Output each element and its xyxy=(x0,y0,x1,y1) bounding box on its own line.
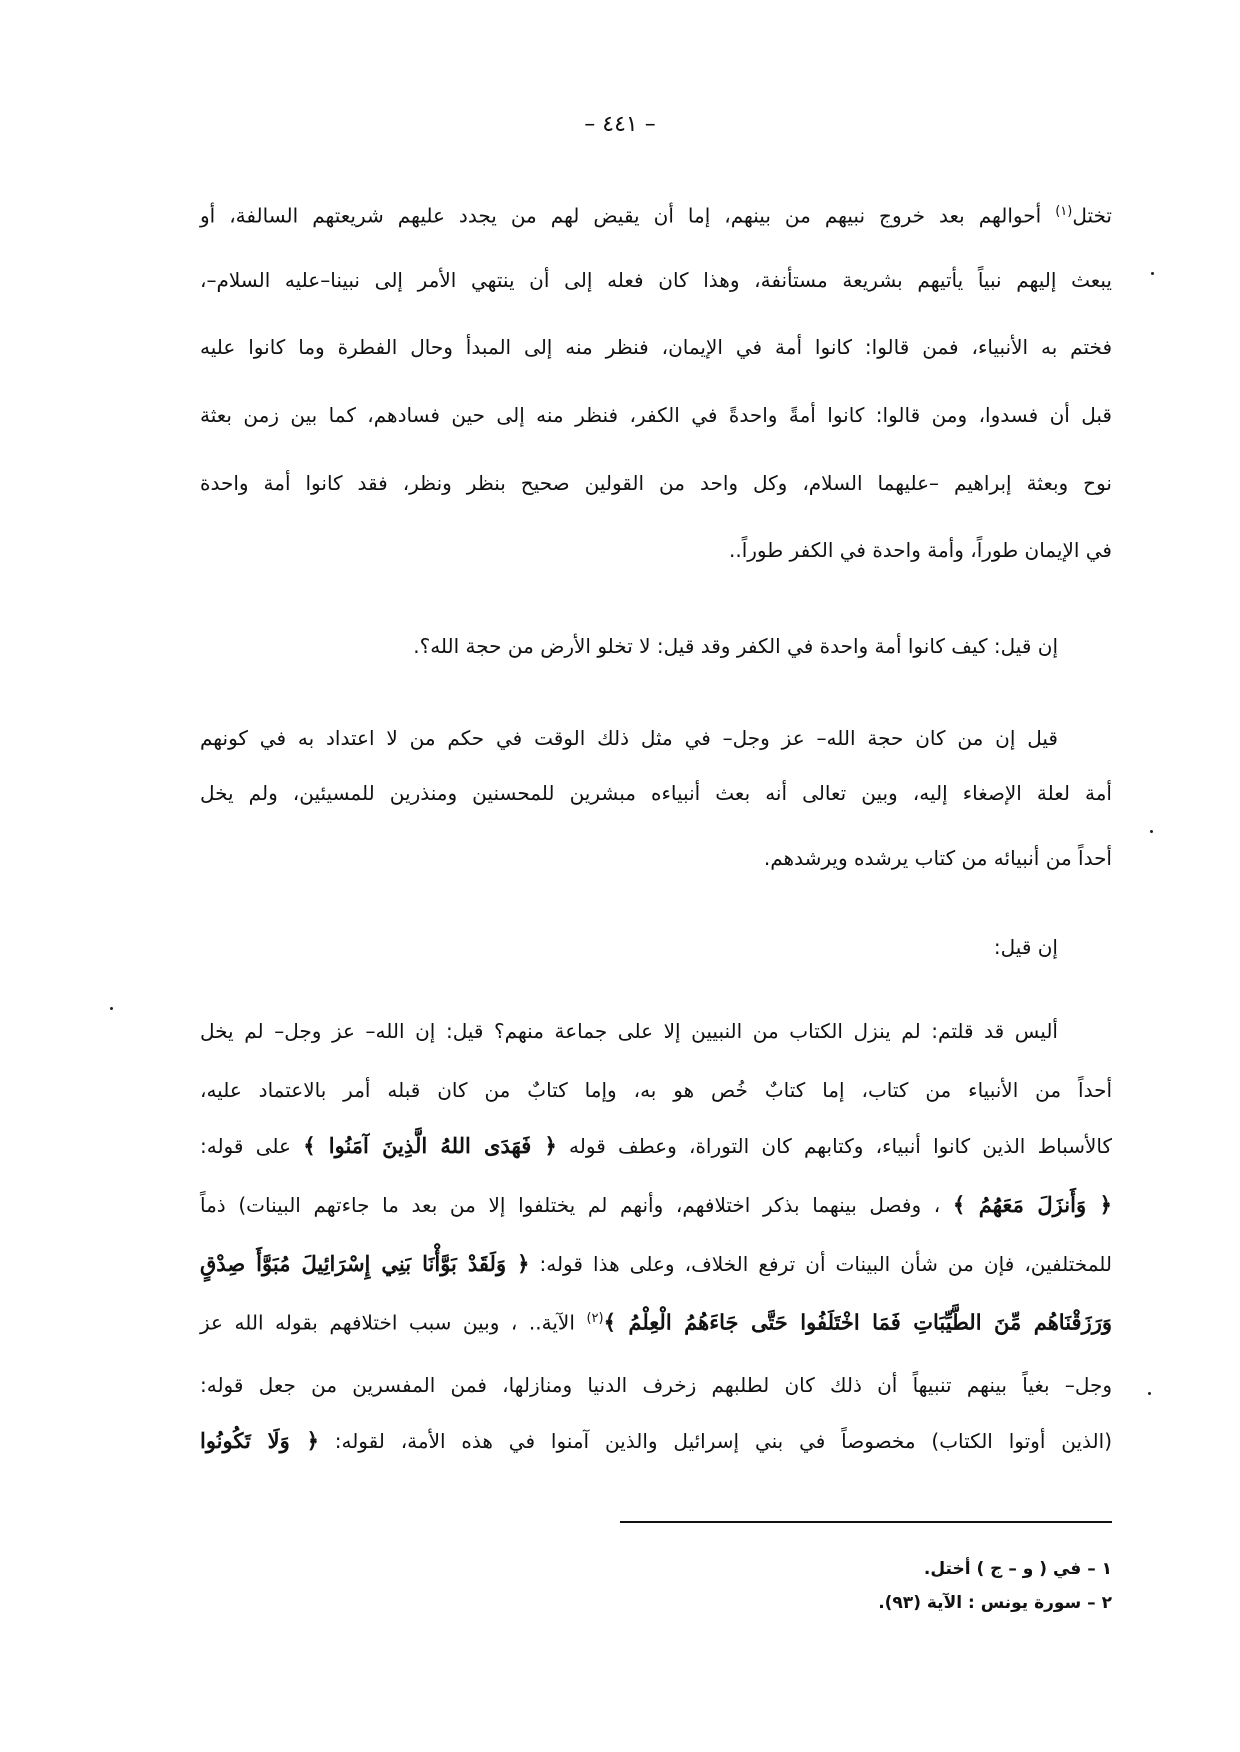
text-line xyxy=(200,1304,1112,1336)
text-line: قيل إن من كان حجة الله– عز وجل– في مثل ذلك الوقت في حكم من لا اعتداد به في كونهم xyxy=(200,726,1058,750)
text-line xyxy=(200,1426,1112,1458)
scan-speck xyxy=(1150,830,1153,833)
text-line: إن قيل: xyxy=(993,935,1058,959)
text-run: كالأسباط الذين كانوا أنبياء، وكتابهم كان التوراة، وعطف قوله xyxy=(569,1134,1113,1158)
text-line: أحداً من الأنبياء من كتاب، إما كتابٌ خُص هو به، وإما كتابٌ من كان قبله أمر بالاعتماد عليه، xyxy=(200,1078,1112,1102)
text-line: إن قيل: كيف كانوا أمة واحدة في الكفر وقد قيل: لا تخلو الأرض من حجة الله؟. xyxy=(413,634,1058,658)
text-run: ، وفصل بينهما بذكر اختلافهم، وأنهم لم يختلفوا إلا من بعد ما جاءتهم البينات) ذماً xyxy=(200,1193,941,1217)
text-run: على قوله: xyxy=(200,1134,291,1158)
quran-quote: ﴿ فَهَدَى اللهُ الَّذِينَ آمَنُوا ﴾ xyxy=(303,1133,557,1158)
footnote: ٢ – سورة يونس : الآية (٩٣). xyxy=(878,1593,1112,1613)
footnote-ref: (٢) xyxy=(586,1311,604,1326)
text-line: أمة لعلة الإصغاء إليه، وبين تعالى أنه بعث أنبياءه مبشرين للمحسنين ومنذرين للمسيئين، ولم يخل xyxy=(200,781,1112,805)
text-line xyxy=(200,1131,1112,1163)
text-line xyxy=(200,1190,1112,1222)
text-line: قبل أن فسدوا، ومن قالوا: كانوا أمةً واحدةً في الكفر، فنظر منه إلى حين فسادهم، كما بين زمن بعثة xyxy=(200,403,1112,427)
text-run: الآية.. ، وبين سبب اختلافهم بقوله الله عز xyxy=(200,1310,575,1335)
footnote: ١ – في ( و – ج ) أختل. xyxy=(923,1559,1112,1579)
scan-speck xyxy=(1151,272,1154,275)
text-line: أحداً من أنبيائه من كتاب يرشده ويرشدهم. xyxy=(763,846,1112,870)
text-line: أليس قد قلتم: لم ينزل الكتاب من النبيين إلا على جماعة منهم؟ قيل: إن الله– عز وجل– لم يخل xyxy=(200,1019,1058,1043)
text-run: تختل xyxy=(1072,203,1112,228)
quran-quote: ﴿ وَلَقَدْ بَوَّأْنَا بَنِي إِسْرَائِيلَ مُبَوَّأَ صِدْقٍ xyxy=(200,1251,530,1276)
footnote-ref: (١) xyxy=(1055,204,1073,219)
quran-quote: ﴿ وَلَا تَكُونُوا xyxy=(200,1428,319,1453)
text-line: فختم به الأنبياء، فمن قالوا: كانوا أمة في الإيمان، فنظر منه إلى المبدأ وحال الفطرة وما كانوا عليه xyxy=(200,335,1112,359)
text-line: وجل– بغياً بينهم تنبيهاً أن ذلك كان لطلبهم زخرف الدنيا ومنازلها، فمن المفسرين من جعل قوله: xyxy=(200,1373,1112,1397)
text-line xyxy=(200,1249,1112,1281)
text-line: يبعث إليهم نبياً يأتيهم بشريعة مستأنفة، وهذا كان فعله إلى أن ينتهي الأمر إلى نبينا–عليه السلام–، xyxy=(200,268,1112,292)
text-run: للمختلفين، فإن من شأن البينات أن ترفع الخلاف، وعلى هذا قوله: xyxy=(539,1252,1112,1276)
scan-speck xyxy=(110,1007,113,1010)
footnote-divider xyxy=(620,1521,1112,1523)
text-run: (الذين أوتوا الكتاب) مخصوصاً في بني إسرائيل والذين آمنوا في هذه الأمة، لقوله: xyxy=(334,1429,1112,1453)
text-line: نوح وبعثة إبراهيم –عليهما السلام، وكل واحد من القولين صحيح بنظر ونظر، فقد كانوا أمة واحدة xyxy=(200,471,1112,495)
quran-quote: وَرَزَقْنَاهُم مِّنَ الطَّيِّبَاتِ فَمَا اخْتَلَفُوا حَتَّى جَاءَهُمُ الْعِلْمُ ﴾ xyxy=(603,1309,1113,1335)
scan-speck xyxy=(1148,1392,1151,1395)
quran-quote: ﴿ وَأَنزَلَ مَعَهُمُ ﴾ xyxy=(952,1192,1112,1217)
text-line xyxy=(200,197,1112,229)
page-number: – ٤٤١ – xyxy=(584,112,656,137)
text-run: أحوالهم بعد خروج نبيهم من بينهم، إما أن يقيض لهم من يجدد عليهم شريعتهم السالفة، أو xyxy=(200,203,1042,228)
text-line: في الإيمان طوراً، وأمة واحدة في الكفر طوراً.. xyxy=(729,538,1112,562)
